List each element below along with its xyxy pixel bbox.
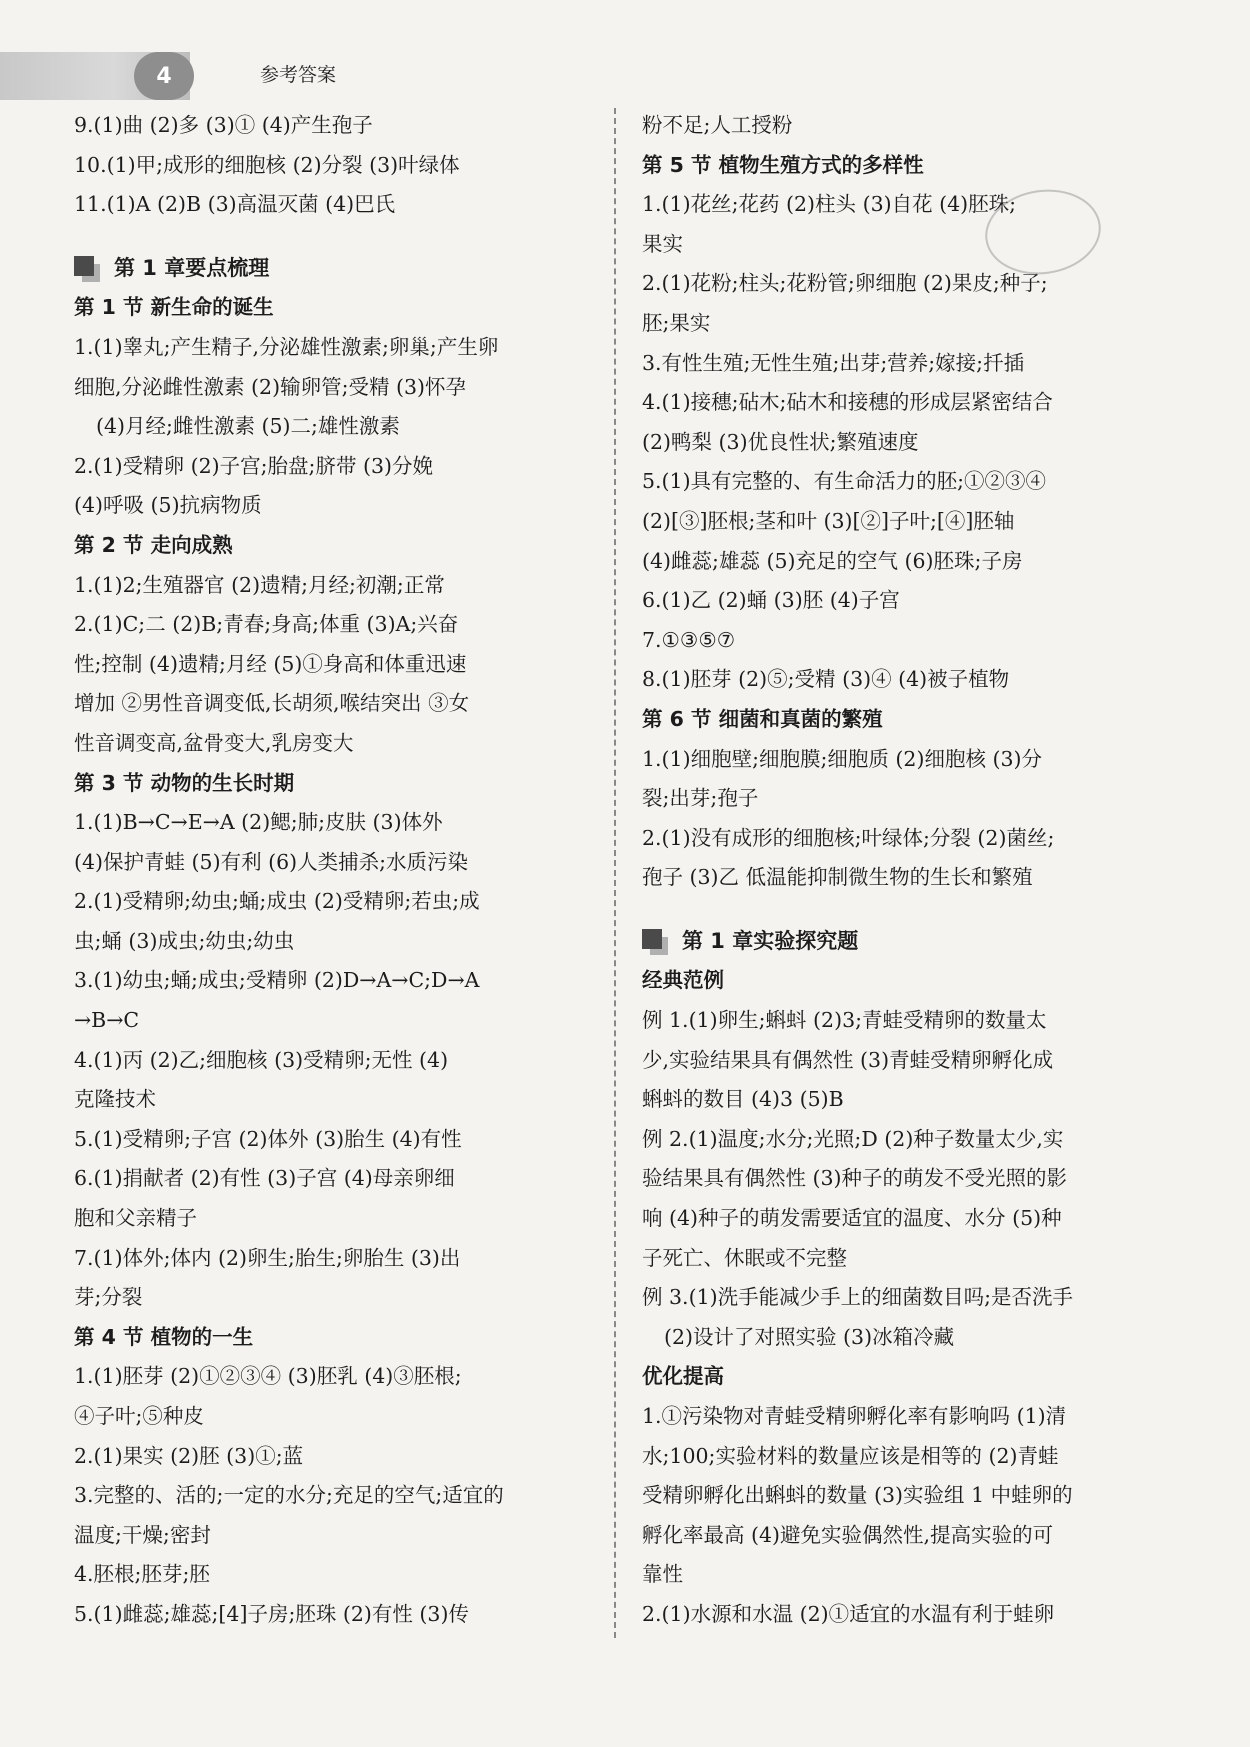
page-title: 参考答案 [260,64,337,86]
answer-line: 靠性 [642,1562,683,1587]
answer-line: 增加 ②男性音调变低,长胡须,喉结突出 ③女 [74,691,470,716]
answer-line: (4)雌蕊;雄蕊 (5)充足的空气 (6)胚珠;子房 [642,548,1023,573]
answer-line: 7.①③⑤⑦ [642,627,736,652]
subsection-heading: 第 5 节 植物生殖方式的多样性 [642,152,924,177]
answer-line: (4)月经;雌性激素 (5)二;雄性激素 [96,414,400,439]
answer-line: 4.(1)接穗;砧木;砧木和接穗的形成层紧密结合 [642,390,1053,415]
answer-line: 5.(1)具有完整的、有生命活力的胚;①②③④ [642,469,1047,494]
right-column [642,106,1152,1635]
answer-line: 2.(1)受精卵 (2)子宫;胎盘;脐带 (3)分娩 [74,453,434,478]
answer-line: 受精卵孵化出蝌蚪的数量 (3)实验组 1 中蛙卵的 [642,1483,1073,1508]
answer-line: 胚;果实 [642,310,711,335]
subsection-heading: 优化提高 [642,1364,724,1389]
chapter-section-title [74,249,594,289]
answer-line: 2.(1)水源和水温 (2)①适宜的水温有利于蛙卵 [642,1601,1055,1626]
answer-line: 5.(1)雌蕊;雄蕊;[4]子房;胚珠 (2)有性 (3)传 [74,1601,469,1626]
answer-line: 3.有性生殖;无性生殖;出芽;营养;嫁接;扦插 [642,350,1025,375]
square-bullet-icon [74,256,100,282]
answer-line: 8.(1)胚芽 (2)⑤;受精 (3)④ (4)被子植物 [642,667,1010,692]
square-bullet-icon [642,929,668,955]
answer-line: 水;100;实验材料的数量应该是相等的 (2)青蛙 [642,1443,1059,1468]
answer-line: 蝌蚪的数目 (4)3 (5)B [642,1087,844,1112]
answer-line: (4)保护青蛙 (5)有利 (6)人类捕杀;水质污染 [74,849,469,874]
answer-line: 验结果具有偶然性 (3)种子的萌发不受光照的影 [642,1166,1068,1191]
answer-line: 胞和父亲精子 [74,1206,197,1231]
answer-line: 2.(1)花粉;柱头;花粉管;卵细胞 (2)果皮;种子; [642,271,1048,296]
answer-line: 4.胚根;胚芽;胚 [74,1562,210,1587]
answer-line: 1.(1)睾丸;产生精子,分泌雄性激素;卵巢;产生卵 [74,334,499,359]
answer-line: 1.(1)B→C→E→A (2)鳃;肺;皮肤 (3)体外 [74,810,443,835]
page-number: 4 [134,52,194,100]
answer-line: 芽;分裂 [74,1285,143,1310]
answer-line: 1.①污染物对青蛙受精卵孵化率有影响吗 (1)清 [642,1404,1067,1428]
section-title-text: 第 1 章要点梳理 [114,255,270,280]
answer-line: 例 3.(1)洗手能减少手上的细菌数目吗;是否洗手 [642,1285,1074,1310]
answer-line: 2.(1)没有成形的细胞核;叶绿体;分裂 (2)菌丝; [642,825,1055,850]
answer-line: 粉不足;人工授粉 [642,113,793,137]
section-title-text: 第 1 章实验探究题 [682,928,859,953]
answer-line: →B→C [74,1008,140,1033]
left-column [74,106,594,1635]
answer-line: 细胞,分泌雌性激素 (2)输卵管;受精 (3)怀孕 [74,374,467,399]
answer-line: 6.(1)乙 (2)蛹 (3)胚 (4)子宫 [642,588,900,613]
answer-line: 例 2.(1)温度;水分;光照;D (2)种子数量太少,实 [642,1126,1064,1151]
answer-line: (2)[③]胚根;茎和叶 (3)[②]子叶;[④]胚轴 [642,508,1015,533]
answer-line: 孵化率最高 (4)避免实验偶然性,提高实验的可 [642,1522,1054,1547]
answer-line: 7.(1)体外;体内 (2)卵生;胎生;卵胎生 (3)出 [74,1245,461,1270]
subsection-heading: 经典范例 [642,968,724,993]
column-divider [614,108,616,1638]
answer-line: 1.(1)2;生殖器官 (2)遗精;月经;初潮;正常 [74,572,445,597]
answer-line: 响 (4)种子的萌发需要适宜的温度、水分 (5)种 [642,1206,1062,1231]
answer-line: 4.(1)丙 (2)乙;细胞核 (3)受精卵;无性 (4) [74,1047,449,1072]
answer-line: 例 1.(1)卵生;蝌蚪 (2)3;青蛙受精卵的数量太 [642,1008,1047,1033]
answer-line: 少,实验结果具有偶然性 (3)青蛙受精卵孵化成 [642,1047,1054,1072]
answer-line: 6.(1)捐献者 (2)有性 (3)子宫 (4)母亲卵细 [74,1166,455,1191]
answer-line: 2.(1)C;二 (2)B;青春;身高;体重 (3)A;兴奋 [74,612,459,637]
answer-line: 克隆技术 [74,1087,156,1112]
subsection-heading: 第 6 节 细菌和真菌的繁殖 [642,706,883,731]
answer-line: (4)呼吸 (5)抗病物质 [74,493,262,518]
subsection-heading: 第 3 节 动物的生长时期 [74,770,295,795]
subsection-heading: 第 4 节 植物的一生 [74,1324,254,1349]
subsection-heading: 第 1 节 新生命的诞生 [74,295,274,320]
subsection-heading: 第 2 节 走向成熟 [74,532,233,557]
answer-line: (2)设计了对照实验 (3)冰箱冷藏 [664,1324,955,1349]
answer-line: 10.(1)甲;成形的细胞核 (2)分裂 (3)叶绿体 [74,152,460,177]
answer-line: 9.(1)曲 (2)多 (3)① (4)产生孢子 [74,113,373,137]
answer-line: ④子叶;⑤种皮 [74,1404,204,1428]
answer-line: 1.(1)胚芽 (2)①②③④ (3)胚乳 (4)③胚根; [74,1364,462,1389]
answer-line: 1.(1)细胞壁;细胞膜;细胞质 (2)细胞核 (3)分 [642,746,1043,771]
answer-line: 2.(1)受精卵;幼虫;蛹;成虫 (2)受精卵;若虫;成 [74,889,480,914]
answer-line: 孢子 (3)乙 低温能抑制微生物的生长和繁殖 [642,865,1033,890]
answer-line: 5.(1)受精卵;子宫 (2)体外 (3)胎生 (4)有性 [74,1126,462,1151]
answer-line: 2.(1)果实 (2)胚 (3)①;蓝 [74,1443,304,1468]
answer-line: 果实 [642,231,683,256]
answer-line: 性;控制 (4)遗精;月经 (5)①身高和体重迅速 [74,651,467,676]
answer-line: (2)鸭梨 (3)优良性状;繁殖速度 [642,429,919,454]
answer-line: 1.(1)花丝;花药 (2)柱头 (3)自花 (4)胚珠; [642,192,1017,217]
answer-line: 11.(1)A (2)B (3)高温灭菌 (4)巴氏 [74,192,396,217]
answer-line: 裂;出芽;孢子 [642,786,759,811]
answer-line: 虫;蛹 (3)成虫;幼虫;幼虫 [74,928,295,953]
answer-line: 3.(1)幼虫;蛹;成虫;受精卵 (2)D→A→C;D→A [74,968,480,993]
answer-line: 性音调变高,盆骨变大,乳房变大 [74,730,354,755]
chapter-section-title [642,922,1152,962]
answer-line: 子死亡、休眠或不完整 [642,1245,847,1270]
answer-line: 3.完整的、活的;一定的水分;充足的空气;适宜的 [74,1483,504,1508]
answer-line: 温度;干燥;密封 [74,1522,211,1547]
